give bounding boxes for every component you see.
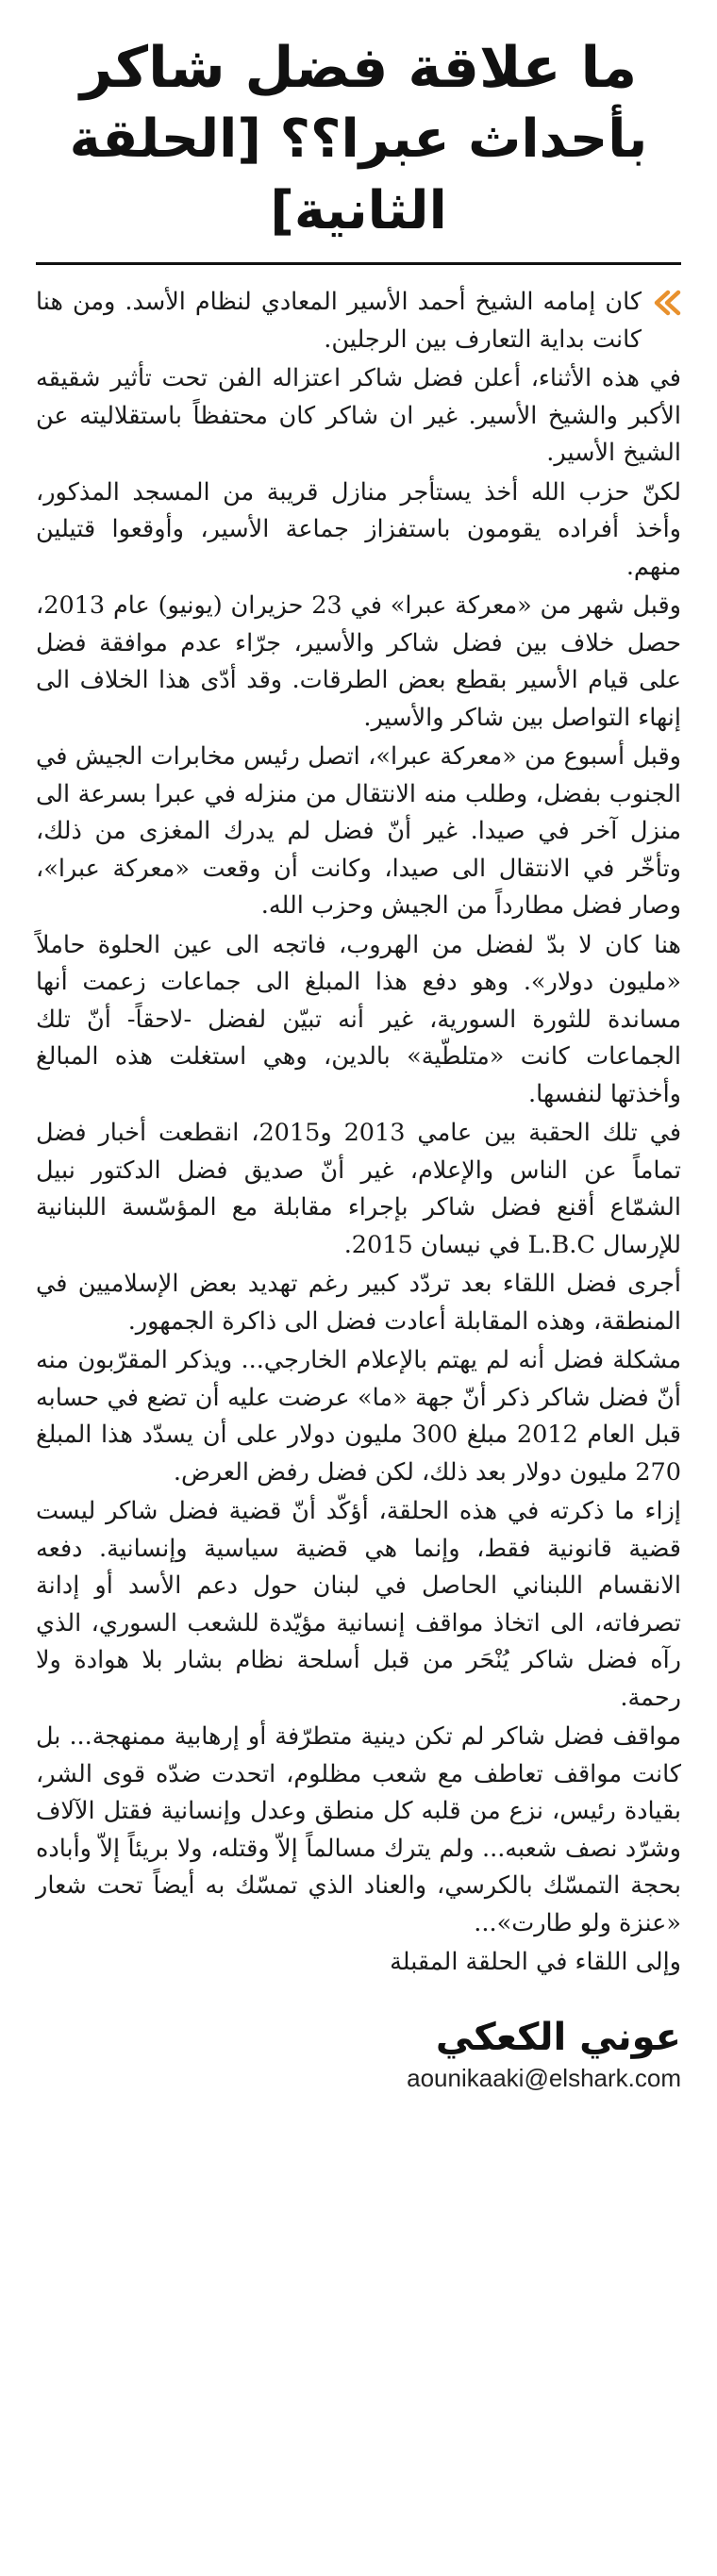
paragraph-2: في هذه الأثناء، أعلن فضل شاكر اعتزاله الفن تحت تأثير شقيقه الأكبر والشيخ الأسير. غير ان شاكر كان محتفظاً باستقلاليته عن الشيخ الأسير. [36,364,681,467]
paragraph-1 [36,284,681,358]
headline-line-2: بأحداث عبرا؟؟ [الحلقة الثانية] [69,108,648,241]
paragraph-11: مواقف فضل شاكر لم تكن دينية متطرّفة أو إرهابية ممنهجة... بل كانت مواقف تعاطف مع شعب مظلوم، اتحدت ضدّه قوى الشر، بقيادة رئيس، نزع من قلبه كل منطق وعدل وإنسانية فقتل الآلاف وشرّد نصف شعبه... ولم يترك مسالماً إلاّ وقتله، ولا بريئاً إلاّ وأباده بحجة التمسّك بالكرسي، والعناد الذي تمسّك به أيضاً تحت شعار «عنزة ولو طارت»... [36,1722,681,1937]
paragraph-9: مشكلة فضل أنه لم يهتم بالإعلام الخارجي... ويذكر المقرّبون منه أنّ فضل شاكر ذكر أنّ جهة «ما» عرضت عليه أن تضع في حسابه قبل العام 2012 مبلغ 300 مليون دولار على أن يسدّد هذا المبلغ 270 مليون دولار بعد ذلك، لكن فضل رفض العرض. [36,1346,681,1487]
author-name: عوني الكعكي [435,2015,681,2059]
article-headline [36,32,681,247]
paragraph-8: أجرى فضل اللقاء بعد تردّد كبير رغم تهديد بعض الإسلاميين في المنطقة، وهذه المقابلة أعادت فضل الى ذاكرة الجمهور. [36,1270,681,1336]
headline-divider [36,262,681,265]
author-signature [36,2014,681,2095]
paragraph-6: هنا كان لا بدّ لفضل من الهروب، فاتجه الى عين الحلوة حاملاً «مليون دولار». وهو دفع هذا المبلغ الى جماعات زعمت أنها مساندة للثورة السورية، غير أنه تبيّن لفضل -لاحقاً- أنّ تلك الجماعات كانت «متلطّية» بالدين، وهي استغلت هذه المبالغ وأخذتها لنفسها. [36,930,681,1108]
paragraph-10: إزاء ما ذكرته في هذه الحلقة، أؤكّد أنّ قضية فضل شاكر ليست قضية قانونية فقط، وإنما هي قضية سياسية وإنسانية. دفعه الانقسام اللبناني الحاصل في لبنان حول دعم الأسد أو إدانة تصرفاته، الى اتخاذ مواقف إنسانية مؤيّدة للشعب السوري، الذي رآه فضل شاكر يُنْحَر من قبل أسلحة نظام بشار بلا هوادة ولا رحمة. [36,1497,681,1712]
paragraph-3: لكنّ حزب الله أخذ يستأجر منازل قريبة من المسجد المذكور، وأخذ أفراده يقومون باستفزاز جماعة الأسير، وأوقعوا قتيلين منهم. [36,477,681,581]
paragraph-4: وقبل شهر من «معركة عبرا» في 23 حزيران (يونيو) عام 2013، حصل خلاف بين فضل شاكر والأسير، جرّاء عدم موافقة فضل على قيام الأسير بقطع بعض الطرقات. وقد أدّى هذا الخلاف الى إنهاء التواصل بين شاكر والأسير. [36,591,681,732]
paragraph-7: في تلك الحقبة بين عامي 2013 و2015، انقطعت أخبار فضل تماماً عن الناس والإعلام، غير أنّ صديق فضل الدكتور نبيل الشمّاع أقنع فضل شاكر بإجراء مقابلة مع المؤسّسة اللبنانية للإرسال L.B.C في نيسان 2015. [36,1119,682,1259]
double-chevron-left-icon [649,290,681,316]
paragraph-text: كان إمامه الشيخ أحمد الأسير المعادي لنظام الأسد. ومن هنا كانت بداية التعارف بين الرجلين. [36,288,642,354]
closing-line: وإلى اللقاء في الحلقة المقبلة [390,1948,681,1976]
article-body [36,284,681,1982]
headline-line-1: ما علاقة فضل شاكر [79,35,638,101]
paragraph-5: وقبل أسبوع من «معركة عبرا»، اتصل رئيس مخابرات الجيش في الجنوب بفضل، وطلب منه الانتقال من منزله في عبرا بسرعة الى منزل آخر في صيدا. غير أنّ فضل لم يدرك المغزى من ذلك، وتأخّر في الانتقال الى صيدا، وكانت أن وقعت «معركة عبرا»، وصار فضل مطارداً من الجيش وحزب الله. [36,742,681,920]
author-email[interactable]: aounikaaki@elshark.com [407,2063,681,2092]
